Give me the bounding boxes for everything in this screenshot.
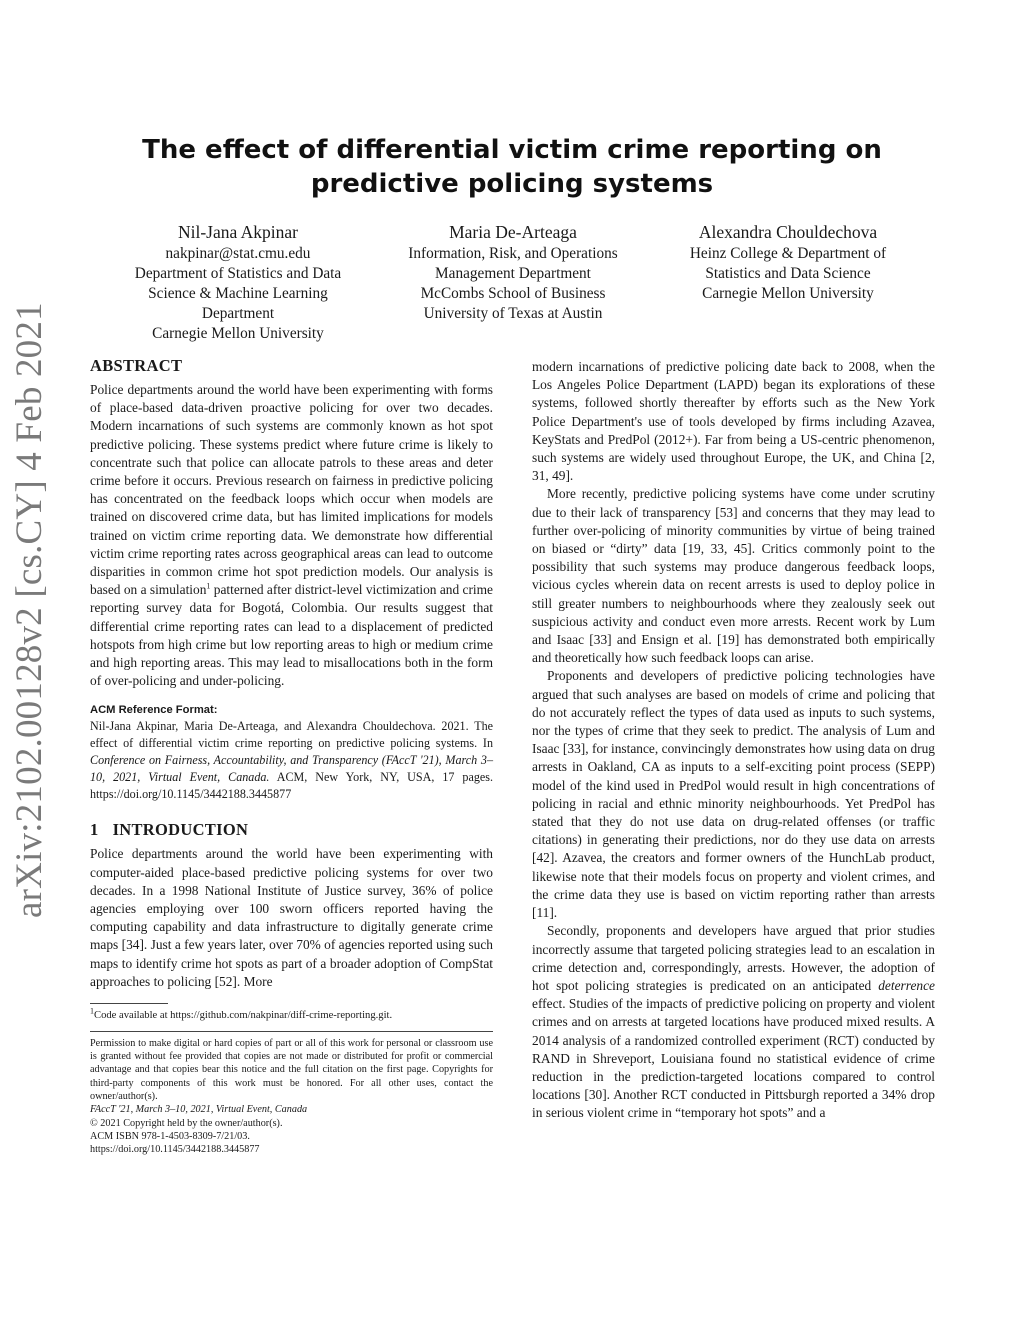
intro-paragraph: Proponents and developers of predictive policing technologies have argued that such analyses are based on models of crime and policing that do not accurately reflect the types of data used as inputs to such systems, nor the types of crime that they seek to predict. The analysis of Lum and Isaac [33], for instance, convincingly demonstrates how using data on drug arrests in Oakland, CA as inputs to a self-exciting point process (SEPP) model of the kind used in PredPol would result in high concentrations of policing in racial and ethnic minority neighbourhoods. Yet PredPol has stated that they do not use data on drug-related offenses (or traffic citations) in generating their predictions, nor do they use data on arrests [42]. Azavea, the creators and former owners of the HunchLab product, likewise note that their models focus on property and violent crimes, and the crime data they use is based on victim reporting rather than arrests [11]. [532, 668, 935, 921]
intro-paragraph: modern incarnations of predictive policing date back to 2008, when the Los Angeles Police Department (LAPD) began its explorations of these systems, followed shortly thereafter by efforts such as the New York Police Department's use of tools developed by firms including Azavea, KeyStats and PredPol (2012+). Far from being a US-centric phenomenon, such systems are widely used throughout Europe, the UK, and China [2, 31, 49]. [532, 359, 935, 484]
author-affiliation: Carnegie Mellon University [702, 285, 874, 302]
author-3 [657, 220, 919, 304]
paper-title: The effect of differential victim crime reporting on predictive policing systems [142, 135, 882, 199]
acm-reference-heading: ACM Reference Format: [90, 704, 218, 717]
copyright-line: © 2021 Copyright held by the owner/author(s). [90, 1117, 283, 1129]
author-affiliation: Department of Statistics and Data [134, 265, 342, 282]
author-affiliation: Management Department [435, 265, 591, 282]
footnote: $^1$Code available at https://github.com/nakpinar/diff-crime-reporting.git. [90, 1006, 393, 1022]
acm-reference-text: Nil-Jana Akpinar, Maria De-Arteaga, and Alexandra Chouldechova. 2021. The effect of differential victim crime reporting on predictive policing systems. In Conference on Fairness, Accountability, and Transparency (FAccT '21), March 3–10, 2021, Virtual Event, Canada. ACM, New York, NY, USA, 17 pages. https://doi.org/10.1145/3442188.3445877 [90, 719, 493, 802]
author-affiliation: University of Texas at Austin [423, 305, 603, 322]
author-affiliation: Heinz College & Department of [689, 245, 887, 262]
abstract-heading: ABSTRACT [90, 356, 183, 375]
author-affiliation: Statistics and Data Science [705, 265, 871, 282]
permission-notice: Permission to make digital or hard copies of part or all of this work for personal or classroom use is granted without fee provided that copies are not made or distributed for profit or commercial advantage and that copies bear this notice and the full citation on the first page. Copyrights for third-party components of this work must be honored. For all other uses, contact the owner/author(s). [90, 1038, 493, 1102]
author-1 [108, 220, 368, 344]
introduction-heading: 1 INTRODUCTION [90, 820, 249, 840]
author-affiliation: Department [201, 305, 275, 322]
footnote-divider [90, 1003, 168, 1004]
introduction-text: Police departments around the world have been experimenting with computer-aided place-based predictive policing systems for over two decades. In a 1998 National Institute of Justice survey, 36% of police agencies employing over 100 sworn officers reported having the computing capability and data infrastructure to digitally generate crime maps [34]. Just a few years later, over 70% of agencies reported using such maps to identify crime hot spots as part of a broader adoption of CompStat approaches to policing [52]. More [90, 846, 493, 989]
author-affiliation: Science & Machine Learning [148, 285, 328, 302]
isbn-line: ACM ISBN 978-1-4503-8309-7/21/03. [90, 1130, 250, 1142]
author-affiliation: Carnegie Mellon University [152, 325, 324, 342]
author-affiliation: McCombs School of Business [420, 285, 606, 302]
author-name: Maria De-Arteaga [449, 222, 577, 242]
doi-link[interactable]: https://doi.org/10.1145/3442188.3445877 [90, 1144, 260, 1156]
arxiv-identifier: arXiv:2102.00128v2 [cs.CY] 4 Feb 2021 [9, 302, 50, 918]
author-email: nakpinar@stat.cmu.edu [165, 245, 311, 262]
right-column [532, 358, 935, 1123]
footnote-mark[interactable]: 1 [206, 581, 211, 591]
author-name: Nil-Jana Akpinar [177, 222, 299, 242]
permission-divider [90, 1031, 493, 1032]
abstract-text: Police departments around the world have been experimenting with forms of place-based data-driven proactive policing for over two decades. Modern incarnations of such systems are commonly known as hot spot predictive policing. These systems predict where future crime is likely to concentrate such that police can allocate patrols to these areas and deter crime before it occurs. Previous research on fairness in predictive policing has concentrated on the feedback loops which occur when models are trained on discovered crime data, but has limited implications for models trained on victim crime reporting data. We demonstrate how differential victim crime reporting rates across geographical areas can lead to outcome disparities in common crime hot spot prediction models. Our analysis is based on a simulation$^1$ patterned after district-level victimization and crime reporting survey data for Bogotá, Colombia. Our results suggest that differential crime reporting rates can lead to a displacement of predicted hotspots from high crime but low reporting areas to high or medium crime and high reporting areas. This may lead to misallocations both in the form of over-policing and under-policing. [90, 382, 494, 689]
author-2 [382, 220, 644, 324]
left-column [90, 355, 493, 1157]
venue-line: FAccT '21, March 3–10, 2021, Virtual Event, Canada [90, 1104, 308, 1116]
intro-paragraph: Secondly, proponents and developers have argued that prior studies incorrectly assume that targeted policing strategies lead to an escalation in crime detection and, correspondingly, arrests. However, the adoption of hot spot policing strategies is predicated on an anticipated deterrence effect. Studies of the impacts of predictive policing on property and violent crimes and on arrests at targeted locations have produced mixed results. A 2014 analysis of a randomized controlled experiment (RCT) conducted by RAND in Shreveport, Louisiana found no statistical evidence of crime reduction in the prediction-targeted locations compared to control locations [30]. Another RCT conducted in Pittsburgh reported a 34% drop in serious violent crime in “temporary hot spots” and a [532, 923, 935, 1121]
intro-paragraph: More recently, predictive policing systems have come under scrutiny due to their lack of transparency [53] and concerns that they may lead to further over-policing of minority communities by virtue of being trained on biased or “dirty” data [19, 33, 45]. Critics commonly point to the possibility that such systems may produce dangerous feedback loops, vicious cycles wherein data on recent arrests is used to deploy police in still greater numbers to neighbourhoods where they zealously seek out suspicious activity and conduct even more arrests. Recent work by Lum and Isaac [33] and Ensign et al. [19] has demonstrated both empirically and theoretically how such feedback loops can arise. [532, 486, 935, 666]
author-name: Alexandra Chouldechova [698, 222, 878, 242]
author-affiliation: Information, Risk, and Operations [408, 245, 618, 262]
